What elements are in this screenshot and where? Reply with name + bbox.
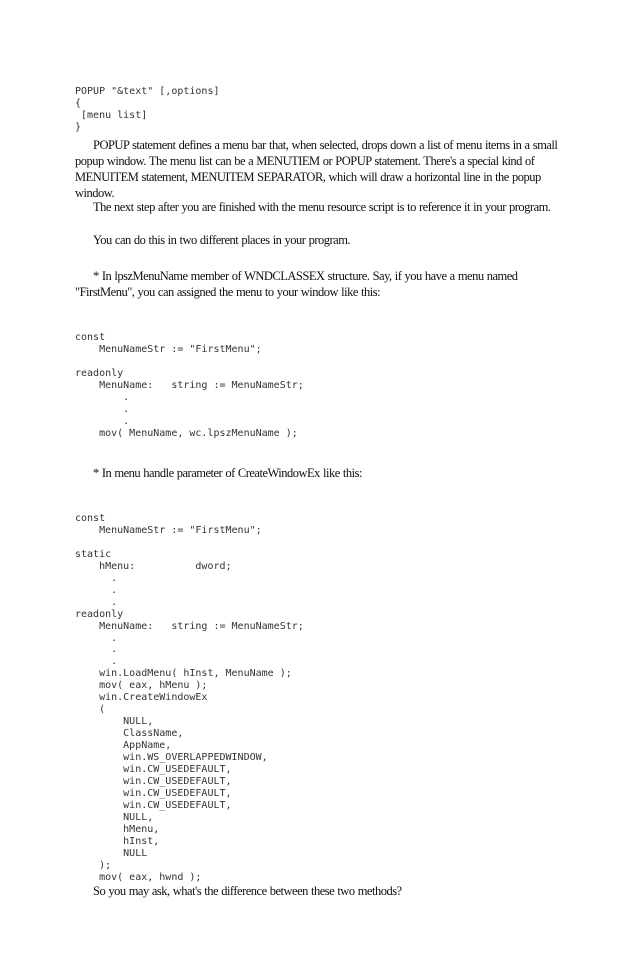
paragraph-popup-statement: POPUP statement defines a menu bar that, when selected, drops down a list of menu items in a small popup window. The menu list can be a MENUTIEM or POPUP statement. There's a special kind of MENUITEM statement, MENUITEM SEPARATOR, which will draw a horizontal line in the popup window.	[75, 138, 558, 200]
paragraph-next-step: The next step after you are finished with the menu resource script is to reference it in your program.	[93, 200, 551, 214]
paragraph-lpszmenuname-bullet: * In lpszMenuName member of WNDCLASSEX structure. Say, if you have a menu named "FirstMenu", you can assigned the menu to your window like this:	[75, 269, 518, 299]
paragraph-two-places: You can do this in two different places in your program.	[93, 233, 351, 247]
code-block-createwindowex-example: const MenuNameStr := "FirstMenu"; static hMenu: dword; . . . readonly MenuName: string := MenuNameStr; . . . win.LoadMenu( hInst, MenuName ); mov( eax, hMenu ); win.CreateWindowEx ( NULL, ClassName, AppName, win.WS_OVERLAPPEDWINDOW, win.CW_USEDEFAULT, win.CW_USEDEFAULT, win.CW_USEDEFAULT, win.CW_USEDEFAULT, NULL, hMenu, hInst, NULL ); mov( eax, hwnd );	[75, 513, 304, 883]
code-block-lpszmenuname-example: const MenuNameStr := "FirstMenu"; readonly MenuName: string := MenuNameStr; . . . mov( MenuName, wc.lpszMenuName );	[75, 332, 304, 439]
paragraph-difference-question: So you may ask, what's the difference between these two methods?	[93, 884, 402, 898]
paragraph-menu-handle-bullet: * In menu handle parameter of CreateWindowEx like this:	[93, 466, 362, 480]
code-block-popup-syntax: POPUP "&text" [,options] { [menu list] }	[75, 86, 220, 133]
